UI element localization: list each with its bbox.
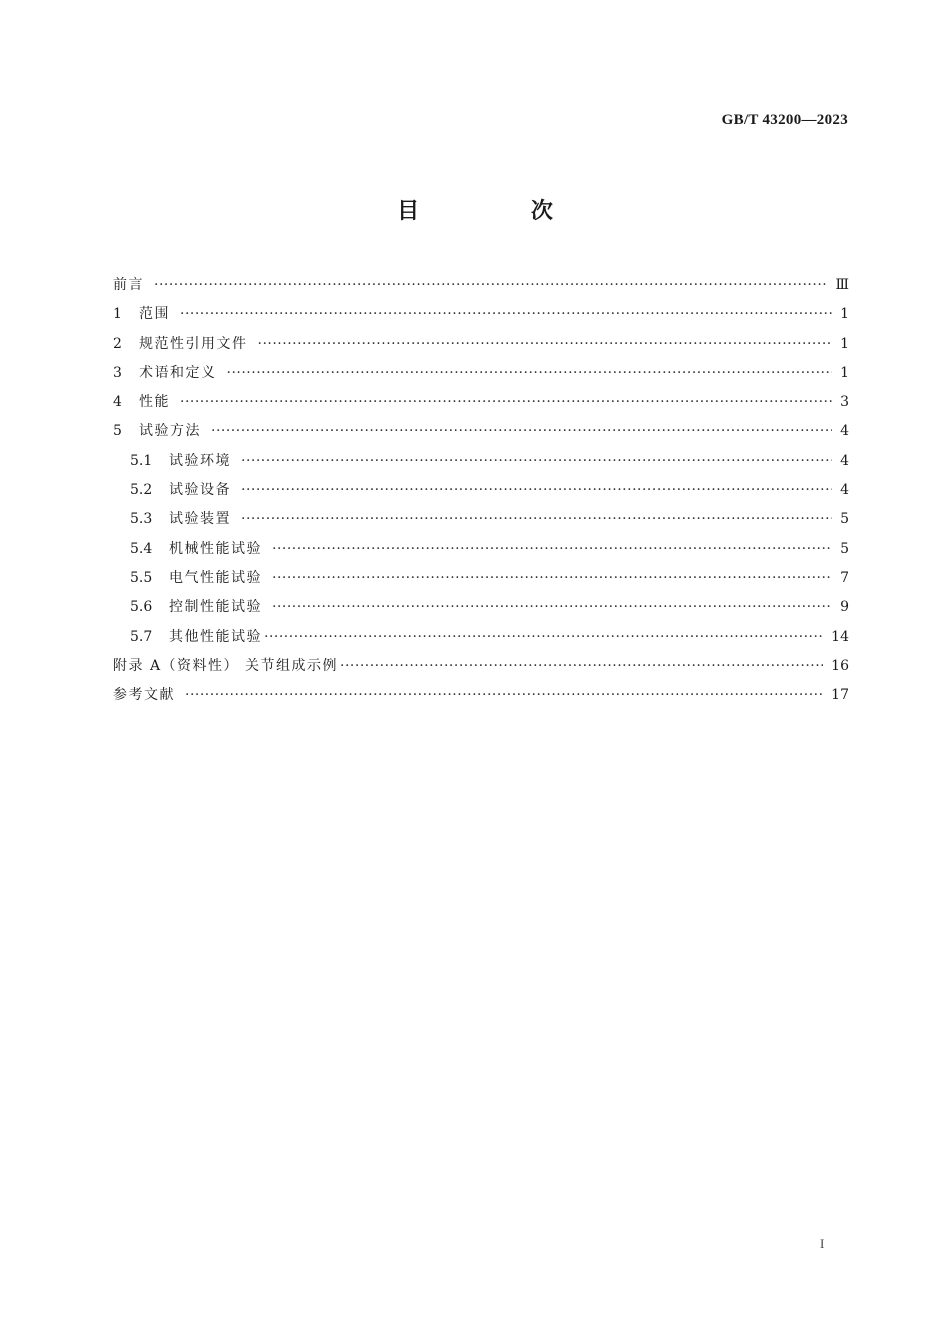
toc-leader-dots (272, 593, 832, 622)
toc-leader-dots (241, 447, 832, 476)
toc-entry-bibliography[interactable] (113, 681, 849, 710)
toc-entry-number: 5.5 (130, 569, 153, 586)
toc-leader-dots (272, 535, 832, 564)
toc-entry-label: 前言 (113, 277, 144, 293)
toc-entry-label: 机械性能试验 (169, 540, 262, 557)
toc-entry-electrical-test[interactable] (113, 564, 849, 593)
toc-leader-dots (272, 564, 832, 593)
toc-entry-label: 电气性能试验 (169, 569, 262, 586)
toc-entry-mechanical-test[interactable] (113, 535, 849, 564)
toc-leader-dots (180, 388, 832, 417)
toc-entry-test-environment[interactable] (113, 447, 849, 476)
toc-leader-dots (241, 505, 832, 534)
toc-entry-label: 参考文献 (113, 687, 175, 704)
toc-entry-control-test[interactable] (113, 593, 849, 622)
toc-entry-number: 5 (113, 423, 122, 440)
toc-entry-label: 性能 (139, 394, 170, 411)
toc-entry-test-apparatus[interactable] (113, 505, 849, 534)
toc-entry-test-equipment[interactable] (113, 476, 849, 505)
toc-entry-label: 术语和定义 (139, 364, 217, 381)
toc-entry-annex-a[interactable] (113, 652, 849, 681)
toc-entry-page: 5 (840, 511, 849, 528)
toc-entry-number: 1 (113, 306, 122, 323)
page-number: I (820, 1236, 825, 1251)
toc-leader-dots (340, 652, 823, 681)
toc-entry-label: 规范性引用文件 (139, 335, 248, 352)
toc-entry-page: 4 (840, 423, 849, 440)
toc-entry-number: 5.2 (130, 482, 153, 499)
toc-leader-dots (241, 476, 832, 505)
toc-entry-page: 1 (840, 306, 849, 323)
toc-entry-test-methods[interactable] (113, 417, 849, 446)
toc-entry-label: 其他性能试验 (169, 628, 262, 645)
toc-entry-page: 7 (840, 569, 849, 586)
toc-leader-dots (258, 330, 833, 359)
toc-entry-page: 3 (840, 394, 849, 411)
toc-entry-label: 试验方法 (139, 423, 201, 440)
toc-entry-label: 控制性能试验 (169, 599, 262, 616)
toc-entry-label: 试验设备 (169, 482, 231, 499)
toc-entry-page: 1 (840, 364, 849, 381)
toc-entry-page: 9 (840, 599, 849, 616)
toc-leader-dots (264, 623, 823, 652)
toc-entry-page: 4 (840, 482, 849, 499)
toc-entry-number: 3 (113, 364, 122, 381)
toc-entry-number: 4 (113, 394, 122, 411)
toc-entry-number: 5.4 (130, 540, 153, 557)
toc-entry-other-test[interactable] (113, 623, 849, 652)
toc-entry-page: Ⅲ (835, 277, 849, 293)
toc-entry-page: 4 (840, 452, 849, 469)
toc-leader-dots (185, 681, 823, 710)
toc-entry-page: 16 (831, 657, 849, 674)
toc-title: 目 次 (397, 199, 605, 224)
toc-entry-label: 试验环境 (169, 452, 231, 469)
toc-entry-normative-references[interactable] (113, 330, 849, 359)
toc-entry-page: 5 (840, 540, 849, 557)
toc-entry-page: 17 (831, 687, 849, 704)
toc-entry-number: 5.1 (130, 452, 153, 469)
toc-entry-scope[interactable] (113, 300, 849, 329)
toc-entry-label: 试验装置 (169, 511, 231, 528)
toc-entry-page: 1 (840, 335, 849, 352)
toc-entry-number: 5.6 (130, 599, 153, 616)
toc-entry-label: 附录 A（资料性） 关节组成示例 (113, 657, 339, 674)
toc-leader-dots (227, 359, 833, 388)
toc-entry-label: 范围 (139, 306, 170, 323)
toc-entry-number: 2 (113, 335, 122, 352)
standard-code: GB/T 43200—2023 (721, 112, 848, 128)
toc-leader-dots (211, 417, 832, 446)
toc-entry-terms-definitions[interactable] (113, 359, 849, 388)
toc-entry-number: 5.3 (130, 511, 153, 528)
toc-entry-performance[interactable] (113, 388, 849, 417)
toc-entry-number: 5.7 (130, 628, 153, 645)
toc-entry-foreword[interactable] (113, 271, 849, 300)
toc-leader-dots (154, 271, 827, 300)
toc-leader-dots (180, 300, 832, 329)
toc-entry-page: 14 (831, 628, 849, 645)
table-of-contents (113, 271, 849, 710)
